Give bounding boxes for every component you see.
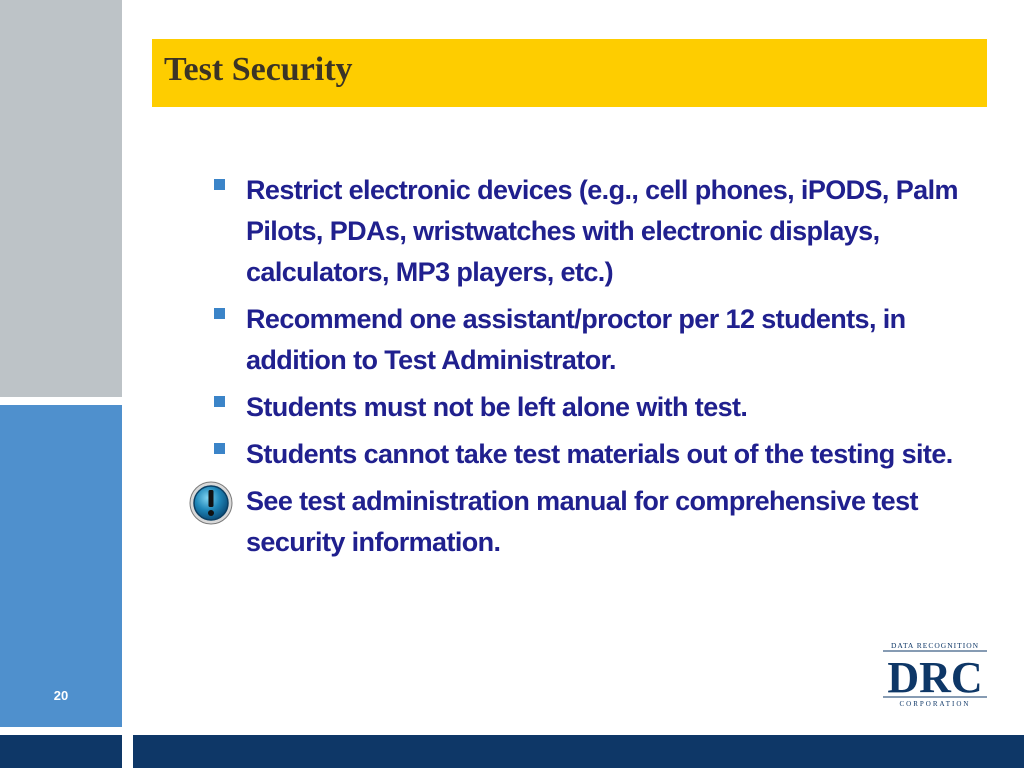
page-number: 20 (53, 688, 69, 703)
square-bullet-icon (214, 179, 225, 190)
bullet-item (210, 481, 1000, 563)
exclamation-icon (188, 480, 234, 526)
logo-top-text: DATA RECOGNITION (890, 641, 980, 650)
title-banner (152, 39, 987, 107)
bullet-item (210, 434, 1000, 475)
bullet-text: Recommend one assistant/proctor per 12 students, in addition to Test Administrator. (246, 304, 906, 375)
bullet-text: Students must not be left alone with test. (246, 392, 748, 422)
bullet-text: See test administration manual for comprehensive test security information. (246, 486, 918, 557)
footer-bar (133, 735, 1024, 768)
slide-title: Test Security (164, 51, 353, 88)
square-bullet-icon (214, 308, 225, 319)
logo-bottom-text: CORPORATION (899, 700, 971, 708)
sidebar-blue-panel (0, 405, 122, 727)
square-bullet-icon (214, 443, 225, 454)
logo-main-text: DRC (887, 653, 983, 702)
drc-logo (880, 640, 990, 708)
bullet-item (210, 387, 1000, 428)
footer-bar-left (0, 735, 122, 768)
bullet-item (210, 170, 1000, 293)
sidebar-gray-panel (0, 0, 122, 397)
bullet-item (210, 299, 1000, 381)
square-bullet-icon (214, 396, 225, 407)
bullet-text: Restrict electronic devices (e.g., cell phones, iPODS, Palm Pilots, PDAs, wristwatches with electronic displays, calculators, MP3 players, etc.) (246, 175, 958, 287)
bullet-list (210, 170, 1000, 569)
bullet-text: Students cannot take test materials out of the testing site. (246, 439, 953, 469)
